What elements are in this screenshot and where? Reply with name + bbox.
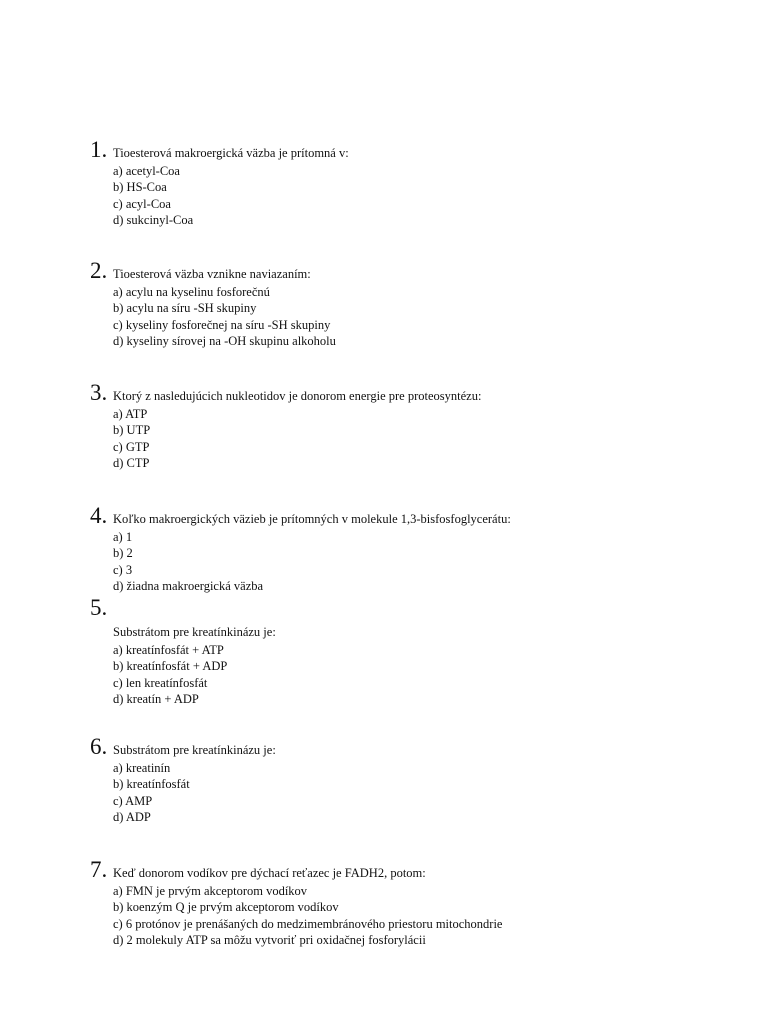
- question-text: Tioesterová väzba vznikne naviazaním:: [113, 267, 311, 281]
- answer-option: a) ATP: [113, 407, 148, 421]
- answer-option: c) len kreatínfosfát: [113, 675, 208, 690]
- answer-option: d) kreatín + ADP: [113, 691, 199, 706]
- answer-options: [113, 642, 730, 707]
- answer-option: a) kreatinín: [113, 761, 171, 775]
- question-2: [90, 259, 730, 349]
- answer-option: a) 1: [113, 530, 133, 544]
- question-number: 1.: [90, 137, 108, 162]
- question-text: Tioesterová makroergická väzba je prítomná v:: [113, 146, 349, 160]
- answer-option: d) ADP: [113, 809, 151, 824]
- answer-option: b) HS-Coa: [113, 180, 167, 195]
- answer-option: b) acylu na síru -SH skupiny: [113, 301, 257, 316]
- answer-options: [113, 883, 730, 948]
- answer-option: b) 2: [113, 546, 133, 561]
- question-text: Substrátom pre kreatínkinázu je:: [113, 743, 276, 757]
- answer-option: a) kreatínfosfát + ATP: [113, 643, 224, 657]
- question-number: 4.: [90, 503, 108, 528]
- answer-options: [113, 406, 730, 471]
- question-7: [90, 858, 730, 948]
- question-text: Koľko makroergických väzieb je prítomných v molekule 1,3-bisfosfoglycerátu:: [113, 512, 511, 526]
- answer-option: c) kyseliny fosforečnej na síru -SH skupiny: [113, 317, 331, 332]
- question-3: [90, 381, 730, 471]
- answer-option: d) 2 molekuly ATP sa môžu vytvoriť pri oxidačnej fosforylácii: [113, 932, 426, 947]
- answer-option: c) AMP: [113, 793, 153, 808]
- question-1: [90, 138, 730, 228]
- answer-options: [113, 760, 730, 825]
- question-text: Keď donorom vodíkov pre dýchací reťazec je FADH2, potom:: [113, 866, 426, 880]
- answer-option: c) 6 protónov je prenášaných do medzimembránového priestoru mitochondrie: [113, 916, 503, 931]
- answer-option: a) FMN je prvým akceptorom vodíkov: [113, 884, 308, 898]
- question-number: 7.: [90, 857, 108, 882]
- question-number: 3.: [90, 380, 108, 405]
- question-text: Substrátom pre kreatínkinázu je:: [113, 625, 276, 639]
- answer-option: b) UTP: [113, 423, 151, 438]
- answer-option: c) GTP: [113, 439, 150, 454]
- answer-option: a) acetyl-Coa: [113, 164, 180, 178]
- answer-option: d) žiadna makroergická väzba: [113, 578, 264, 593]
- question-4: [90, 504, 730, 594]
- answer-options: [113, 284, 730, 349]
- question-5: [90, 596, 730, 707]
- question-text: Ktorý z nasledujúcich nukleotidov je donorom energie pre proteosyntézu:: [113, 389, 482, 403]
- answer-options: [113, 529, 730, 594]
- question-6: [90, 735, 730, 825]
- question-number: 5.: [90, 595, 108, 620]
- answer-option: b) koenzým Q je prvým akceptorom vodíkov: [113, 900, 339, 915]
- answer-option: d) CTP: [113, 455, 150, 470]
- answer-option: c) acyl-Coa: [113, 196, 171, 211]
- answer-option: d) sukcinyl-Coa: [113, 212, 194, 227]
- question-number: 6.: [90, 734, 108, 759]
- question-number: 2.: [90, 258, 108, 283]
- answer-option: c) 3: [113, 562, 133, 577]
- answer-option: b) kreatínfosfát + ADP: [113, 659, 228, 674]
- answer-option: a) acylu na kyselinu fosforečnú: [113, 285, 270, 299]
- answer-options: [113, 163, 730, 228]
- answer-option: b) kreatínfosfát: [113, 777, 190, 792]
- answer-option: d) kyseliny sírovej na -OH skupinu alkoholu: [113, 333, 336, 348]
